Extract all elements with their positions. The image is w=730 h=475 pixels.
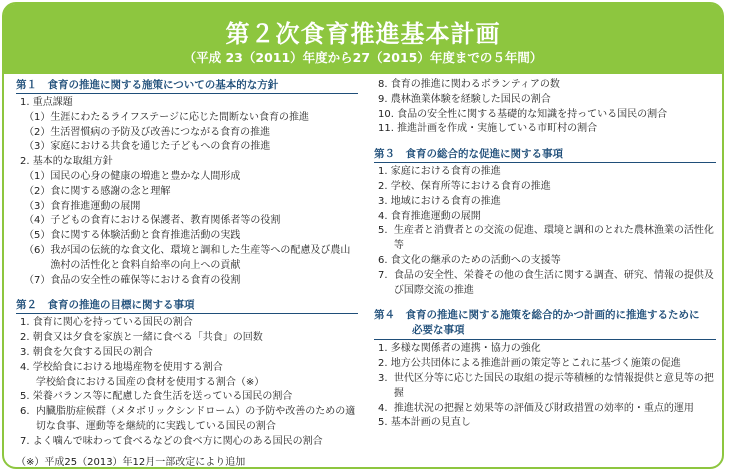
item-number: 7. (378, 269, 394, 281)
item-number: 5. (378, 225, 394, 237)
item-text: 生産者と消費者との交流の促進、環境と調和のとれた農林漁業の活性化等 (393, 225, 714, 252)
sec1-item: （4）子どもの食育における保護者、教育関係者等の役割 (24, 215, 281, 227)
sec2-item: 1. 食育に関心を持っている国民の割合 (20, 317, 193, 329)
sec3-item-wrapped (374, 224, 716, 254)
sec1-item: （3）家庭における共食を通じた子どもへの食育の推進 (24, 141, 271, 153)
footnote: （※）平成25（2013）年12月一部改定により追加 (16, 456, 246, 468)
sec1-item-wrapped (16, 244, 358, 274)
sec4-item-wrapped (374, 372, 716, 402)
item-text: 我が国の伝統的な食文化、環境と調和した生産等への配慮及び農山漁村の活性化と食料自給率の向上への貢献 (50, 244, 351, 271)
sec4-item: 1. 多様な関係者の連携・協力の強化 (378, 343, 541, 355)
item-number: 6. (20, 406, 36, 418)
left-column (16, 78, 358, 470)
section-4-title-line2: 必要な事項 (412, 324, 465, 337)
sec2-item: 9. 農林漁業体験を経験した国民の割合 (378, 93, 551, 105)
sec4-item: 5. 基本計画の見直し (378, 417, 471, 429)
sec2-item: 3. 朝食を欠食する国民の割合 (20, 346, 153, 358)
header-banner (4, 4, 722, 74)
item-number: 3. (378, 372, 394, 384)
item-text: 内臓脂肪症候群（メタボリックシンドローム）の予防や改善のための適切な食事、運動等を継続的に実践している国民の割合 (35, 406, 356, 432)
sec1-heading-2: 2. 基本的な取組方針 (20, 156, 113, 168)
right-column (374, 78, 716, 431)
item-number: 4. (378, 402, 394, 414)
sec2-item: 4. 学校給食における地場産物を使用する割合 (20, 361, 223, 373)
sec3-item: 3. 地域における食育の推進 (378, 195, 501, 207)
sec3-item: 6. 食文化の継承のための活動への支援等 (378, 254, 561, 266)
sec1-item: （3）食育推進運動の展開 (24, 200, 141, 212)
sec1-item: （7）食品の安全性の確保等における食育の役割 (24, 274, 241, 286)
sec1-item: （1）生涯にわたるライフステージに応じた間断ない食育の推進 (24, 111, 309, 123)
sec2-item: 5. 栄養バランス等に配慮した食生活を送っている国民の割合 (20, 391, 293, 403)
sec2-item: 2. 朝食又は夕食を家族と一緒に食べる「共食」の回数 (20, 332, 263, 344)
sec1-item: （5）食に関する体験活動と食育推進活動の実践 (24, 230, 241, 242)
sec2-item-wrapped (16, 405, 358, 435)
sec4-item: 2. 地方公共団体による推進計画の策定等とこれに基づく施策の促進 (378, 358, 681, 370)
item-text: 食品の安全性、栄養その他の食生活に関する調査、研究、情報の提供及び国際交流の推進 (393, 269, 714, 296)
section-4-title-line1: 第４ 食育の推進に関する施策を総合的かつ計画的に推進するために (374, 309, 700, 322)
sec1-item: （1）国民の心身の健康の増進と豊かな人間形成 (24, 170, 241, 182)
page-subtitle: （平成 23（2011）年度から27（2015）年度までの５年間） (183, 50, 543, 65)
item-number: （6） (24, 244, 51, 256)
sec3-item: 1. 家庭における食育の推進 (378, 166, 501, 178)
item-text: 世代区分等に応じた国民の取組の提示等積極的な情報提供と意見等の把握 (393, 372, 714, 399)
sec1-heading-1: 1. 重点課題 (20, 97, 73, 108)
sec1-item: （2）食に関する感謝の念と理解 (24, 185, 171, 197)
sec2-item: 学校給食における国産の食材を使用する割合（※） (20, 376, 265, 388)
sec2-item: 10. 食品の安全性に関する基礎的な知識を持っている国民の割合 (378, 108, 668, 120)
sec3-item: 4. 食育推進運動の展開 (378, 210, 481, 222)
sec1-item: （2）生活習慣病の予防及び改善につながる食育の推進 (24, 126, 271, 138)
sec2-item: 7. よく噛んで味わって食べるなどの食べ方に関心のある国民の割合 (20, 435, 323, 447)
sec4-item-wrapped (374, 402, 716, 417)
page-title: 第２次食育推進基本計画 (225, 20, 501, 48)
section-1-title: 第１ 食育の推進に関する施策についての基本的な方針 (16, 78, 358, 94)
sec2-item: 11. 推進計画を作成・実施している市町村の割合 (378, 123, 598, 135)
section-4-title (374, 308, 716, 340)
item-text: 推進状況の把握と効果等の評価及び財政措置の効率的・重点的運用 (393, 402, 694, 414)
sec3-item: 2. 学校、保育所等における食育の推進 (378, 180, 551, 192)
section-2-title: 第２ 食育の推進の目標に関する事項 (16, 298, 358, 314)
section-3-title: 第３ 食育の総合的な促進に関する事項 (374, 147, 716, 163)
sec3-item-wrapped (374, 269, 716, 299)
sec2-item: 8. 食育の推進に関わるボランティアの数 (378, 79, 560, 90)
